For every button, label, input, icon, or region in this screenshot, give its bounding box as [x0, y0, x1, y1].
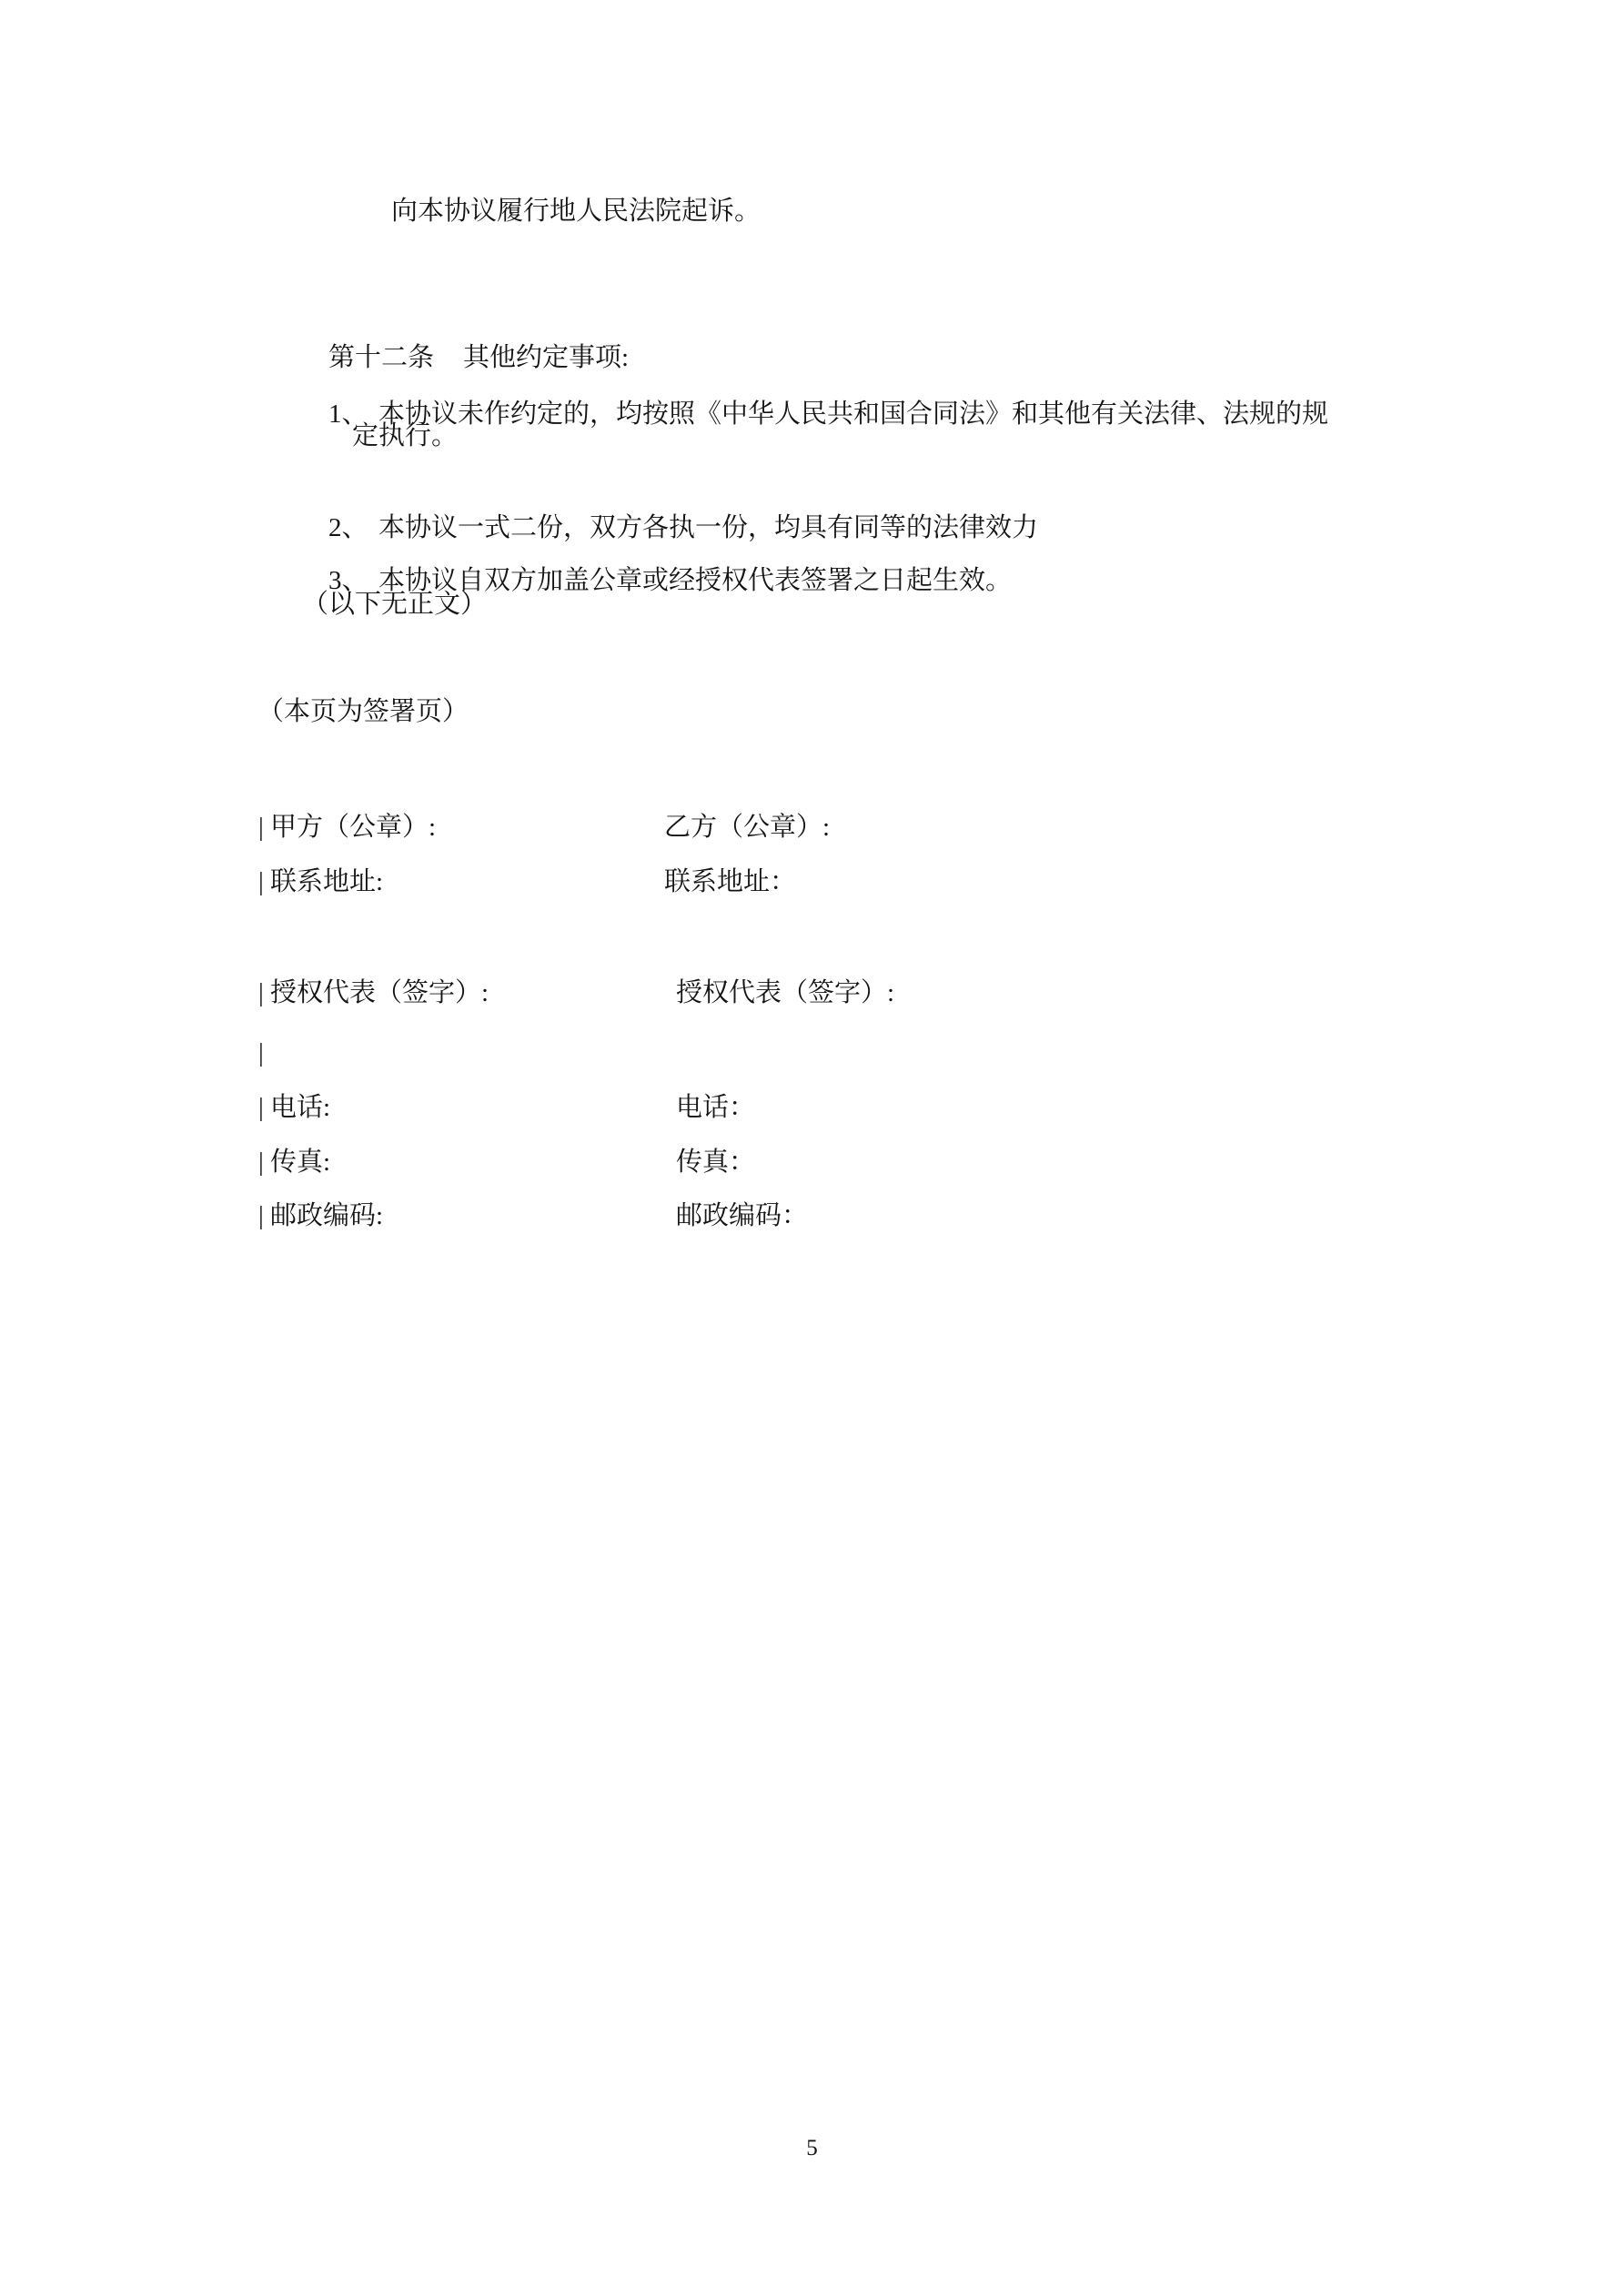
end-of-text-note: （以下无正文） [302, 590, 488, 619]
party-b-address-label: 联系地址： [664, 867, 797, 896]
signature-row-phone [0, 1091, 1624, 1124]
signature-row-postcode [0, 1199, 1624, 1232]
party-a-fax-label: | 传真: [258, 1148, 331, 1177]
party-b-phone-label: 电话： [676, 1093, 756, 1122]
clause-2-number: 2、 [328, 513, 368, 542]
clause-1-number: 1、 [328, 400, 368, 429]
article-title: 其他约定事项: [463, 343, 630, 372]
party-a-seal-label: | 甲方（公章）: [258, 813, 437, 842]
signature-row-fax [0, 1146, 1624, 1178]
signature-row-address [0, 865, 1624, 898]
page-number: 5 [806, 2136, 818, 2160]
party-a-address-label: | 联系地址: [258, 867, 384, 896]
clause-2-text: 本协议一式二份，双方各执一份，均具有同等的法律效力 [378, 513, 1039, 542]
clause-3-number: 3、 [328, 566, 368, 595]
clause-3-text: 本协议自双方加盖公章或经授权代表签署之日起生效。 [378, 566, 1013, 595]
party-a-phone-label: | 电话: [258, 1093, 331, 1122]
signature-row-divider [0, 1037, 1624, 1069]
party-b-seal-label: 乙方（公章）: [664, 813, 831, 842]
signature-row-representative [0, 976, 1624, 1009]
article-number: 第十二条 [328, 343, 435, 372]
clause-1-text-line1: 本协议未作约定的，均按照《中华人民共和国合同法》和其他有关法律、法规的规 [378, 400, 1329, 429]
signature-row-seal [0, 811, 1624, 844]
party-a-postcode-label: | 邮政编码: [258, 1201, 384, 1230]
party-b-representative-label: 授权代表（签字）: [676, 978, 895, 1007]
party-b-postcode-label: 邮政编码： [676, 1201, 809, 1230]
party-b-fax-label: 传真： [676, 1148, 756, 1177]
party-a-divider-mark: | [258, 1038, 264, 1067]
carryover-paragraph-line: 向本协议履行地人民法院起诉。 [391, 197, 762, 226]
signature-page-note: （本页为签署页） [257, 697, 469, 726]
party-a-representative-label: | 授权代表（签字）: [258, 978, 489, 1007]
clause-1-text-line2: 定执行。 [352, 421, 459, 450]
